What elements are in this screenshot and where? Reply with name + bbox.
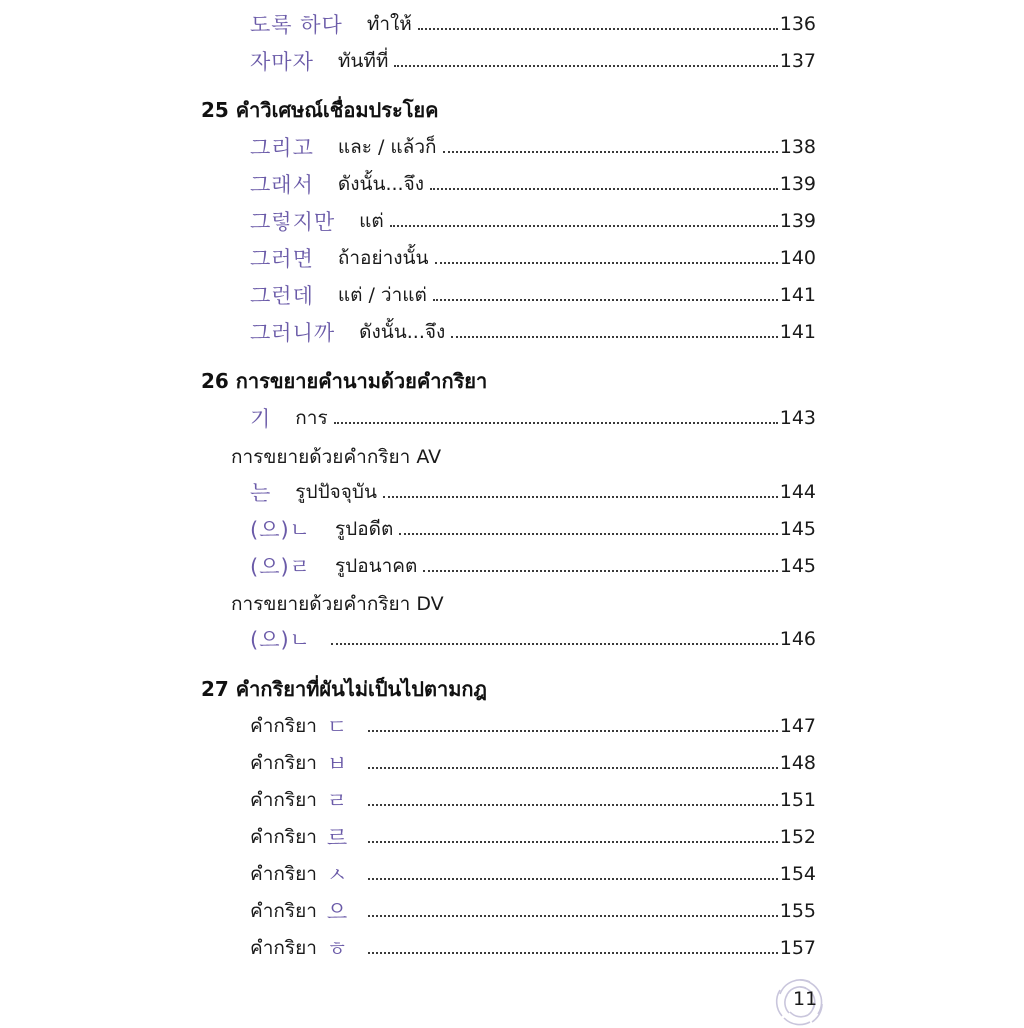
korean-term: 으 xyxy=(326,900,349,924)
page-ref: 143 xyxy=(779,407,816,429)
page-ref: 152 xyxy=(779,826,816,848)
dot-leader xyxy=(368,878,778,880)
toc-entry[interactable] xyxy=(250,821,816,853)
toc-entry[interactable] xyxy=(250,8,816,40)
thai-meaning: คำกริยา xyxy=(250,826,317,848)
toc-entry[interactable] xyxy=(250,402,816,434)
thai-meaning: ทันทีที่ xyxy=(337,50,389,72)
thai-meaning: การ xyxy=(295,407,328,429)
thai-meaning: แต่ xyxy=(359,210,384,232)
toc-entry[interactable] xyxy=(250,623,816,655)
toc-entry[interactable] xyxy=(250,279,816,311)
thai-meaning: ดังนั้น...จึง xyxy=(359,321,446,343)
korean-term: 그리고 xyxy=(250,136,314,160)
korean-term: 그러니까 xyxy=(250,321,336,345)
dot-leader xyxy=(383,496,778,498)
korean-term: ㅂ xyxy=(326,752,349,776)
toc-entry[interactable] xyxy=(250,205,816,237)
korean-term: 그런데 xyxy=(250,284,314,308)
korean-term: 르 xyxy=(326,826,349,850)
thai-meaning: รูปอดีต xyxy=(334,518,394,540)
page-ref: 146 xyxy=(779,628,816,650)
toc-entry[interactable] xyxy=(250,513,816,545)
thai-meaning: แต่ / ว่าแต่ xyxy=(337,284,427,306)
page-ref: 141 xyxy=(779,284,816,306)
section-heading: 25 คำวิเศษณ์เชื่อมประโยค xyxy=(201,98,439,122)
dot-leader xyxy=(435,262,778,264)
dot-leader xyxy=(368,952,778,954)
dot-leader xyxy=(368,767,778,769)
thai-meaning: คำกริยา xyxy=(250,715,317,737)
page-ref: 157 xyxy=(779,937,816,959)
korean-term: ㄷ xyxy=(326,715,349,739)
page-ref: 154 xyxy=(779,863,816,885)
page-ref: 138 xyxy=(779,136,816,158)
dot-leader xyxy=(390,225,778,227)
page-ref: 145 xyxy=(779,518,816,540)
dot-leader xyxy=(418,28,778,30)
thai-meaning: รูปปัจจุบัน xyxy=(295,481,377,503)
section-heading: 26 การขยายคำนามด้วยคำกริยา xyxy=(201,369,488,393)
korean-term: 자마자 xyxy=(250,50,314,74)
korean-term: (으)ㄹ xyxy=(250,555,311,579)
thai-meaning: รูปอนาคต xyxy=(334,555,418,577)
toc-entry[interactable] xyxy=(250,784,816,816)
korean-term: ㅎ xyxy=(326,937,349,961)
page-ref: 141 xyxy=(779,321,816,343)
korean-term: 그렇지만 xyxy=(250,210,336,234)
page-ref: 140 xyxy=(779,247,816,269)
toc-entry[interactable] xyxy=(250,45,816,77)
dot-leader xyxy=(451,336,777,338)
subsection-label: การขยายด้วยคำกริยา AV xyxy=(231,446,442,468)
thai-meaning: คำกริยา xyxy=(250,752,317,774)
page-ref: 139 xyxy=(779,173,816,195)
dot-leader xyxy=(443,151,778,153)
page-ref: 148 xyxy=(779,752,816,774)
korean-term: 그러면 xyxy=(250,247,314,271)
korean-term: 는 xyxy=(250,481,272,505)
thai-meaning: คำกริยา xyxy=(250,900,317,922)
toc-entry[interactable] xyxy=(250,710,816,742)
korean-term: 기 xyxy=(250,407,272,431)
page-ref: 151 xyxy=(779,789,816,811)
toc-entry[interactable] xyxy=(250,550,816,582)
korean-term: 도록 하다 xyxy=(250,13,343,37)
page-number: 11 xyxy=(793,988,818,1010)
thai-meaning: คำกริยา xyxy=(250,863,317,885)
toc-entry[interactable] xyxy=(250,316,816,348)
page-ref: 139 xyxy=(779,210,816,232)
thai-meaning: ทำให้ xyxy=(366,13,412,35)
page-ref: 136 xyxy=(779,13,816,35)
dot-leader xyxy=(368,730,778,732)
toc-entry[interactable] xyxy=(250,476,816,508)
thai-meaning: คำกริยา xyxy=(250,937,317,959)
toc-entry[interactable] xyxy=(250,747,816,779)
toc-entry[interactable] xyxy=(250,242,816,274)
dot-leader xyxy=(368,841,778,843)
korean-term: (으)ㄴ xyxy=(250,628,311,652)
dot-leader xyxy=(433,299,778,301)
dot-leader xyxy=(368,915,778,917)
page-ref: 144 xyxy=(779,481,816,503)
korean-term: 그래서 xyxy=(250,173,314,197)
toc-entry[interactable] xyxy=(250,168,816,200)
toc-entry[interactable] xyxy=(250,131,816,163)
dot-leader xyxy=(399,533,777,535)
korean-term: ㄹ xyxy=(326,789,349,813)
dot-leader xyxy=(430,188,778,190)
dot-leader xyxy=(423,570,777,572)
korean-term: (으)ㄴ xyxy=(250,518,311,542)
page-ref: 145 xyxy=(779,555,816,577)
dot-leader xyxy=(368,804,778,806)
page-ref: 147 xyxy=(779,715,816,737)
thai-meaning: คำกริยา xyxy=(250,789,317,811)
toc-entry[interactable] xyxy=(250,858,816,890)
page-ref: 137 xyxy=(779,50,816,72)
toc-entry[interactable] xyxy=(250,932,816,964)
page-ref: 155 xyxy=(779,900,816,922)
section-heading: 27 คำกริยาที่ผันไม่เป็นไปตามกฎ xyxy=(201,677,487,701)
dot-leader xyxy=(334,422,778,424)
dot-leader xyxy=(331,643,778,645)
thai-meaning: และ / แล้วก็ xyxy=(337,136,437,158)
dot-leader xyxy=(394,65,777,67)
thai-meaning: ดังนั้น...จึง xyxy=(337,173,424,195)
korean-term: ㅅ xyxy=(326,863,349,887)
toc-entry[interactable] xyxy=(250,895,816,927)
thai-meaning: ถ้าอย่างนั้น xyxy=(337,247,429,269)
subsection-label: การขยายด้วยคำกริยา DV xyxy=(231,593,444,615)
